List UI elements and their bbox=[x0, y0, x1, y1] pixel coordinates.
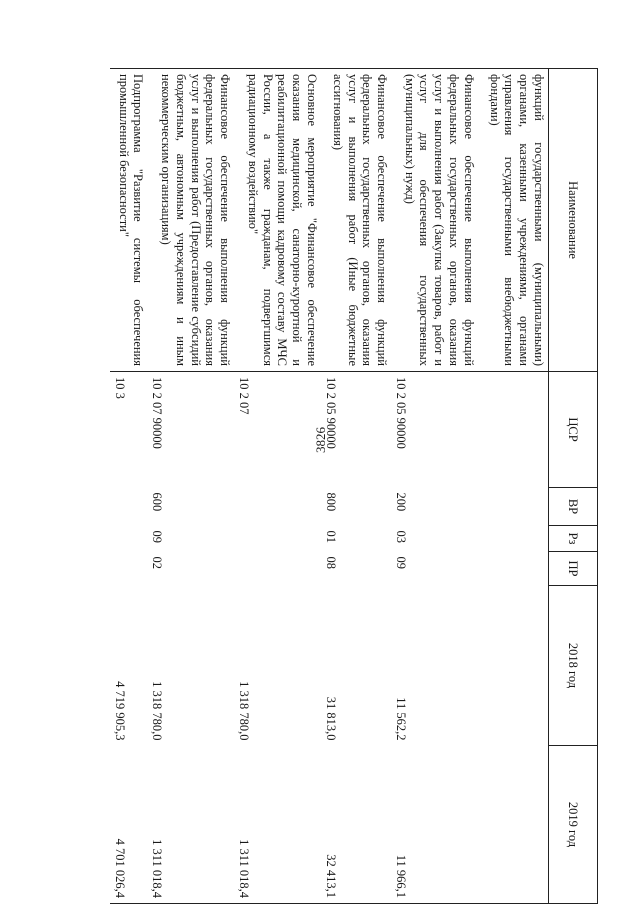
table-body bbox=[110, 69, 549, 904]
cell-vr bbox=[110, 488, 147, 526]
cell-name: Финансовое обеспечение выполнения функций федеральных государственных органов, оказания услуг и выполнения работ (Предоставление субсидий бюджетным, автономным учреждениям и иным некоммерческим организациям) bbox=[147, 69, 234, 372]
cell-name: Подпрограмма "Развитие системы обеспечения промышленной безопасности" bbox=[110, 69, 147, 372]
cell-2019: 1 311 018,4 bbox=[147, 746, 234, 904]
cell-2019: 1 311 018,4 bbox=[234, 746, 321, 904]
cell-rz: 01 bbox=[323, 530, 338, 543]
cell-rz bbox=[234, 526, 321, 552]
cell-csr: 10 2 05 90000 bbox=[323, 377, 338, 449]
table-row bbox=[478, 69, 549, 904]
cell-pr bbox=[110, 552, 147, 586]
cell-name: Финансовое обеспечение выполнения функций федеральных государственных органов, оказания услуг и выполнения работ (Закупка товаров, работ и услуг для обеспечения государственных (муниципальных) нужд) bbox=[391, 69, 478, 372]
cell-csr: 10 2 07 bbox=[236, 377, 251, 415]
header-pr: ПР bbox=[549, 552, 598, 586]
rotated-table-container bbox=[110, 68, 598, 903]
cell-2019 bbox=[478, 746, 549, 904]
cell-csr: 10 2 07 90000 bbox=[150, 377, 165, 449]
cell-2019: 32 413,1 bbox=[321, 746, 391, 904]
header-rz: Рз bbox=[549, 526, 598, 552]
cell-name: Финансовое обеспечение выполнения функций федеральных государственных органов, оказания услуг и выполнения работ (Иные бюджетные ассигнования) bbox=[321, 69, 391, 372]
cell-rz bbox=[478, 526, 549, 552]
cell-vr: 200 bbox=[393, 492, 408, 512]
cell-2018: 1 318 780,0 bbox=[236, 681, 251, 741]
cell-2018: 11 562,2 bbox=[393, 697, 408, 741]
table-header bbox=[549, 69, 598, 904]
header-2019: 2019 год bbox=[549, 746, 598, 904]
cell-csr: 10 3 bbox=[112, 377, 127, 399]
cell-2018: 4 719 905,3 bbox=[112, 681, 127, 741]
cell-csr: 10 2 05 90000 bbox=[393, 377, 408, 449]
budget-table bbox=[110, 68, 598, 904]
cell-2018: 1 318 780,0 bbox=[150, 681, 165, 741]
header-name: Наименование bbox=[549, 69, 598, 372]
cell-2019: 4 701 026,4 bbox=[110, 746, 147, 904]
cell-pr: 08 bbox=[323, 556, 338, 569]
cell-pr bbox=[478, 552, 549, 586]
header-2018: 2018 год bbox=[549, 586, 598, 746]
cell-vr bbox=[234, 488, 321, 526]
cell-name: функций государственными (муниципальными) органами, казенными учреждениями, органами управления государственными внебюджетными фондами) bbox=[478, 69, 549, 372]
cell-2018 bbox=[478, 586, 549, 746]
cell-pr: 02 bbox=[150, 556, 165, 569]
header-vr: ВР bbox=[549, 488, 598, 526]
page-number: 3826 bbox=[313, 427, 328, 453]
header-csr: ЦСР bbox=[549, 372, 598, 488]
cell-vr: 800 bbox=[323, 492, 338, 512]
cell-2018: 31 813,0 bbox=[323, 696, 338, 741]
cell-rz bbox=[110, 526, 147, 552]
cell-rz: 03 bbox=[393, 530, 408, 543]
cell-rz: 09 bbox=[150, 530, 165, 543]
cell-vr: 600 bbox=[150, 492, 165, 512]
cell-pr bbox=[234, 552, 321, 586]
cell-2019: 11 966,1 bbox=[391, 746, 478, 904]
cell-pr: 09 bbox=[393, 556, 408, 569]
cell-csr bbox=[478, 372, 549, 488]
table-row bbox=[110, 69, 147, 904]
table-row bbox=[147, 69, 234, 904]
table-row bbox=[391, 69, 478, 904]
table-row bbox=[234, 69, 321, 904]
table-row bbox=[321, 69, 391, 904]
cell-vr bbox=[478, 488, 549, 526]
cell-name: Основное мероприятие "Финансовое обеспечение оказания медицинской, санаторно-курортной и реабилитационной помощи кадровому составу МЧС России, а также гражданам, подвергшимся радиационному воздействию" bbox=[234, 69, 321, 372]
